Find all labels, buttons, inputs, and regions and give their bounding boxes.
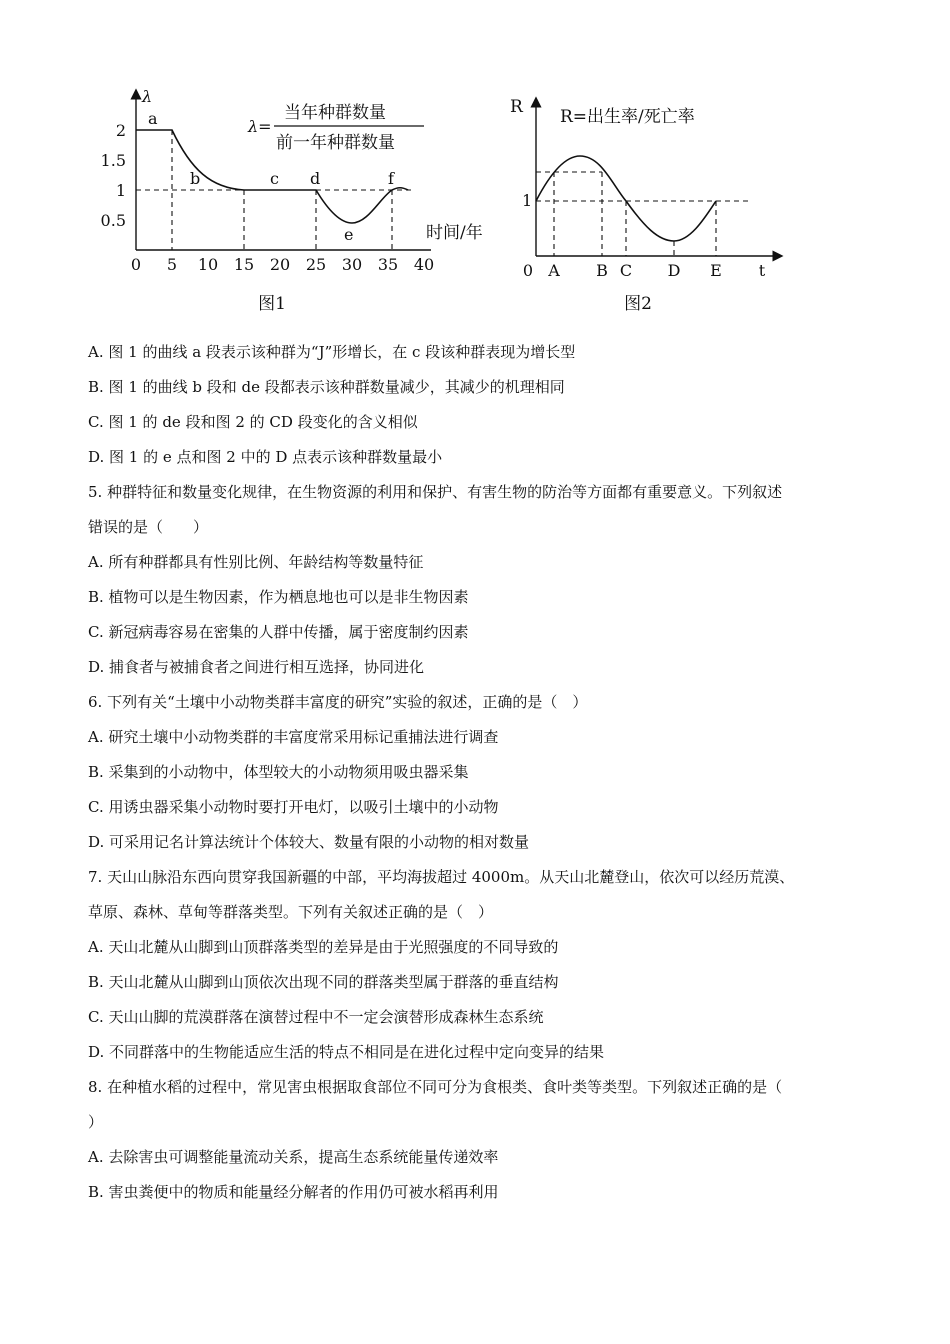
fig2-guides (536, 172, 748, 256)
fig1-formula-lhs: λ= (248, 117, 272, 136)
question-text (88, 335, 868, 1210)
fig1-seg-a: a (148, 109, 158, 128)
fig1-formula-denominator: 前一年种群数量 (276, 133, 395, 153)
text-line: B. 天山北麓从山脚到山顶依次出现不同的群落类型属于群落的垂直结构 (88, 973, 559, 991)
text-line: B. 采集到的小动物中，体型较大的小动物须用吸虫器采集 (88, 763, 469, 781)
fig2-xtick-B: B (596, 261, 608, 280)
fig1-xtick-15: 15 (233, 255, 255, 274)
text-line: 6. 下列有关“土壤中小动物类群丰富度的研究”实验的叙述，正确的是（ ） (88, 693, 588, 711)
fig2-ytick-1: 1 (522, 191, 533, 210)
fig1-seg-c: c (270, 169, 279, 188)
fig1-x-ticks (131, 255, 434, 274)
fig1-seg-b: b (190, 169, 201, 188)
text-line: 8. 在种植水稻的过程中，常见害虫根据取食部位不同可分为食根类、食叶类等类型。下列叙述正确的是（ (88, 1078, 783, 1096)
text-line: C. 用诱虫器采集小动物时要打开电灯，以吸引土壤中的小动物 (88, 798, 499, 816)
text-line: A. 研究土壤中小动物类群的丰富度常采用标记重捕法进行调查 (88, 728, 499, 746)
fig1-ytick-1: 1 (115, 181, 126, 200)
fig1-xtick-10: 10 (197, 255, 219, 274)
fig1-x-label: 时间/年 (426, 223, 483, 243)
fig2-xtick-C: C (619, 261, 633, 280)
text-line: C. 天山山脚的荒漠群落在演替过程中不一定会演替形成森林生态系统 (88, 1008, 544, 1026)
fig1-xtick-5: 5 (166, 255, 178, 274)
fig1-y-ticks (101, 121, 126, 230)
text-line: 7. 天山山脉沿东西向贯穿我国新疆的中部，平均海拔超过 4000m。从天山北麓登山，依次可以经历荒漠、 (88, 868, 795, 886)
text-line: 草原、森林、草甸等群落类型。下列有关叙述正确的是（ ） (88, 903, 494, 921)
fig1-xtick-0: 0 (130, 255, 142, 274)
fig2-xtick-E: E (710, 261, 722, 280)
fig2-x-ticks (523, 261, 766, 280)
text-line: B. 害虫粪便中的物质和能量经分解者的作用仍可被水稻再利用 (88, 1183, 499, 1201)
text-line: ） (88, 1113, 104, 1131)
text-line: 错误的是（ ） (88, 518, 209, 536)
fig1-seg-d: d (310, 169, 321, 188)
fig1-y-label: λ (142, 87, 153, 106)
text-line: C. 新冠病毒容易在密集的人群中传播，属于密度制约因素 (88, 623, 469, 641)
fig1-xtick-30: 30 (341, 255, 363, 274)
fig1-seg-e: e (344, 225, 354, 244)
figures-row (96, 80, 816, 320)
fig2-xtick-A: A (548, 261, 560, 280)
fig2-xtick-t: t (758, 261, 766, 280)
fig2-xtick-D: D (667, 261, 681, 280)
text-line: A. 天山北麓从山脚到山顶群落类型的差异是由于光照强度的不同导致的 (88, 938, 559, 956)
text-line: D. 可采用记名计算法统计个体较大、数量有限的小动物的相对数量 (88, 833, 530, 851)
text-line: D. 捕食者与被捕食者之间进行相互选择，协同进化 (88, 658, 425, 676)
fig1-ytick-0.5: 0.5 (100, 211, 126, 230)
figure-1 (96, 80, 516, 320)
fig2-y-label: R (510, 97, 523, 117)
fig1-ytick-1.5: 1.5 (100, 151, 126, 170)
text-line: A. 所有种群都具有性别比例、年龄结构等数量特征 (88, 553, 424, 571)
text-line: A. 图 1 的曲线 a 段表示该种群为“J”形增长，在 c 段该种群表现为增长型 (88, 343, 576, 361)
fig1-formula-numerator: 当年种群数量 (284, 103, 386, 123)
text-line: A. 去除害虫可调整能量流动关系，提高生态系统能量传递效率 (88, 1148, 499, 1166)
fig2-title: R=出生率/死亡率 (560, 107, 695, 127)
text-line: D. 图 1 的 e 点和图 2 中的 D 点表示该种群数量最小 (88, 448, 443, 466)
fig1-seg-f: f (388, 169, 394, 188)
text-line: C. 图 1 的 de 段和图 2 的 CD 段变化的含义相似 (88, 413, 418, 431)
text-line: D. 不同群落中的生物能适应生活的特点不相同是在进化过程中定向变异的结果 (88, 1043, 605, 1061)
fig1-xtick-35: 35 (377, 255, 399, 274)
text-line: B. 图 1 的曲线 b 段和 de 段都表示该种群数量减少，其减少的机理相同 (88, 378, 565, 396)
fig1-xtick-25: 25 (305, 255, 327, 274)
fig2-xtick-0: 0 (522, 261, 534, 280)
figure-2 (510, 80, 816, 320)
text-line: 5. 种群特征和数量变化规律，在生物资源的利用和保护、有害生物的防治等方面都有重要意义。下列叙述 (88, 483, 783, 501)
fig1-ytick-2: 2 (115, 121, 126, 140)
fig1-caption: 图1 (258, 294, 286, 314)
fig2-caption: 图2 (624, 294, 652, 314)
text-line: B. 植物可以是生物因素，作为栖息地也可以是非生物因素 (88, 588, 469, 606)
fig1-xtick-20: 20 (269, 255, 291, 274)
fig1-xtick-40: 40 (413, 255, 435, 274)
